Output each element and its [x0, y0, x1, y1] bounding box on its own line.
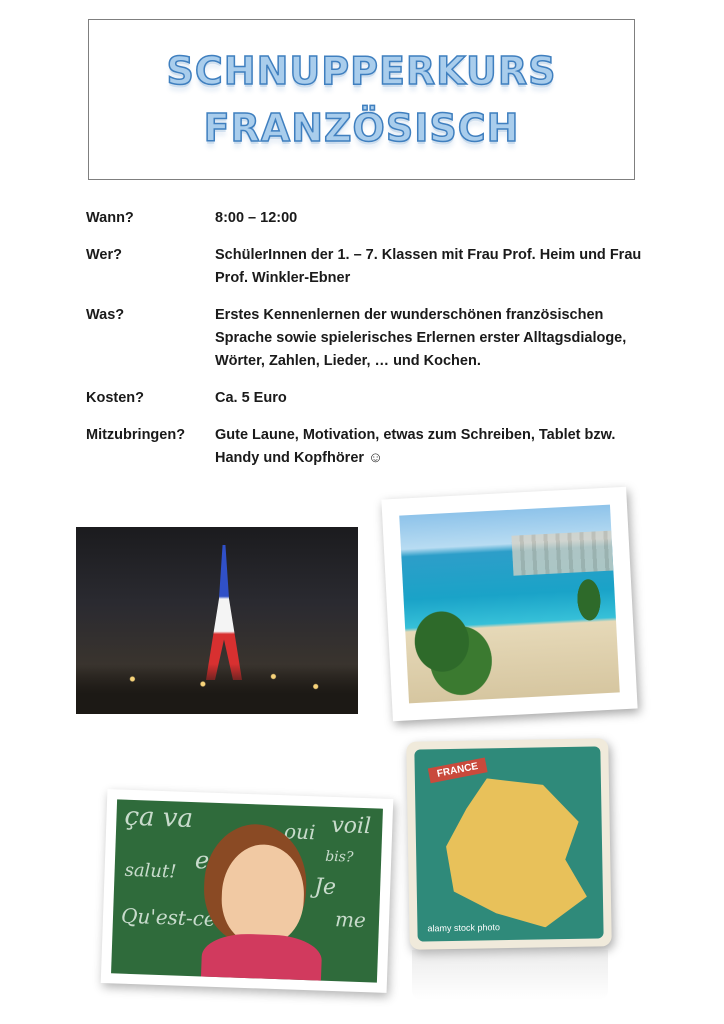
title-box — [88, 19, 635, 180]
coastline-buildings — [511, 531, 613, 576]
info-value: Erstes Kennenlernen der wunderschönen französischen Sprache sowie spielerisches Erlernen erster Alltagsdialoge, Wörter, Zahlen, Lieder, … und Kochen. — [215, 307, 627, 369]
france-banner: FRANCE — [428, 758, 487, 784]
girl-body — [200, 932, 322, 982]
palm-tree-icon — [404, 599, 499, 704]
palm-tree-icon — [568, 575, 611, 637]
info-value: Ca. 5 Euro — [215, 390, 287, 406]
info-label: Wer? — [86, 247, 122, 263]
france-map-icon — [445, 777, 588, 929]
chalk-word: Je — [313, 874, 337, 901]
title-line-1: SCHNUPPERKURS — [166, 49, 557, 93]
stock-watermark: alamy stock photo — [427, 922, 501, 934]
info-row-bring — [86, 424, 646, 470]
info-label: Wann? — [86, 210, 134, 226]
info-value: 8:00 – 12:00 — [215, 210, 298, 226]
chalk-word: Qu'est-ce — [120, 903, 217, 931]
france-map-illustration — [414, 746, 603, 941]
chalk-word: ça va — [123, 801, 194, 835]
chalk-word: salut! — [124, 859, 177, 883]
info-row-what — [86, 304, 646, 373]
smiley-icon: ☺ — [368, 450, 383, 466]
chalkboard-girl-photo — [111, 799, 383, 982]
chalk-word: bis? — [324, 848, 354, 866]
eiffel-tower-icon — [206, 545, 242, 680]
chalk-word: me — [334, 907, 367, 933]
info-row-cost — [86, 387, 646, 410]
info-label: Kosten? — [86, 390, 144, 406]
map-reflection — [412, 950, 608, 1000]
eiffel-tower-photo — [76, 527, 358, 714]
chalk-word: en — [194, 846, 226, 876]
info-label: Was? — [86, 307, 125, 323]
info-row-who — [86, 244, 646, 290]
info-table — [86, 207, 646, 484]
info-value: Gute Laune, Motivation, etwas zum Schreiben, Tablet bzw. Handy und Kopfhörer — [215, 427, 616, 466]
info-label: Mitzubringen? — [86, 427, 186, 443]
nice-beach-photo — [399, 505, 620, 704]
chalkboard-girl-photo-frame — [101, 789, 394, 993]
chalk-word: voil — [330, 812, 372, 840]
info-row-when — [86, 207, 646, 230]
info-value: SchülerInnen der 1. – 7. Klassen mit Frau Prof. Heim und Frau Prof. Winkler-Ebner — [215, 247, 642, 286]
chalk-word: oui — [283, 819, 316, 845]
info-value-bring — [215, 424, 646, 470]
title-line-2: FRANZÖSISCH — [203, 106, 520, 150]
france-map-frame — [406, 738, 612, 949]
nice-beach-photo-frame — [381, 487, 637, 722]
girl-face — [220, 843, 305, 946]
city-lights — [76, 664, 358, 714]
